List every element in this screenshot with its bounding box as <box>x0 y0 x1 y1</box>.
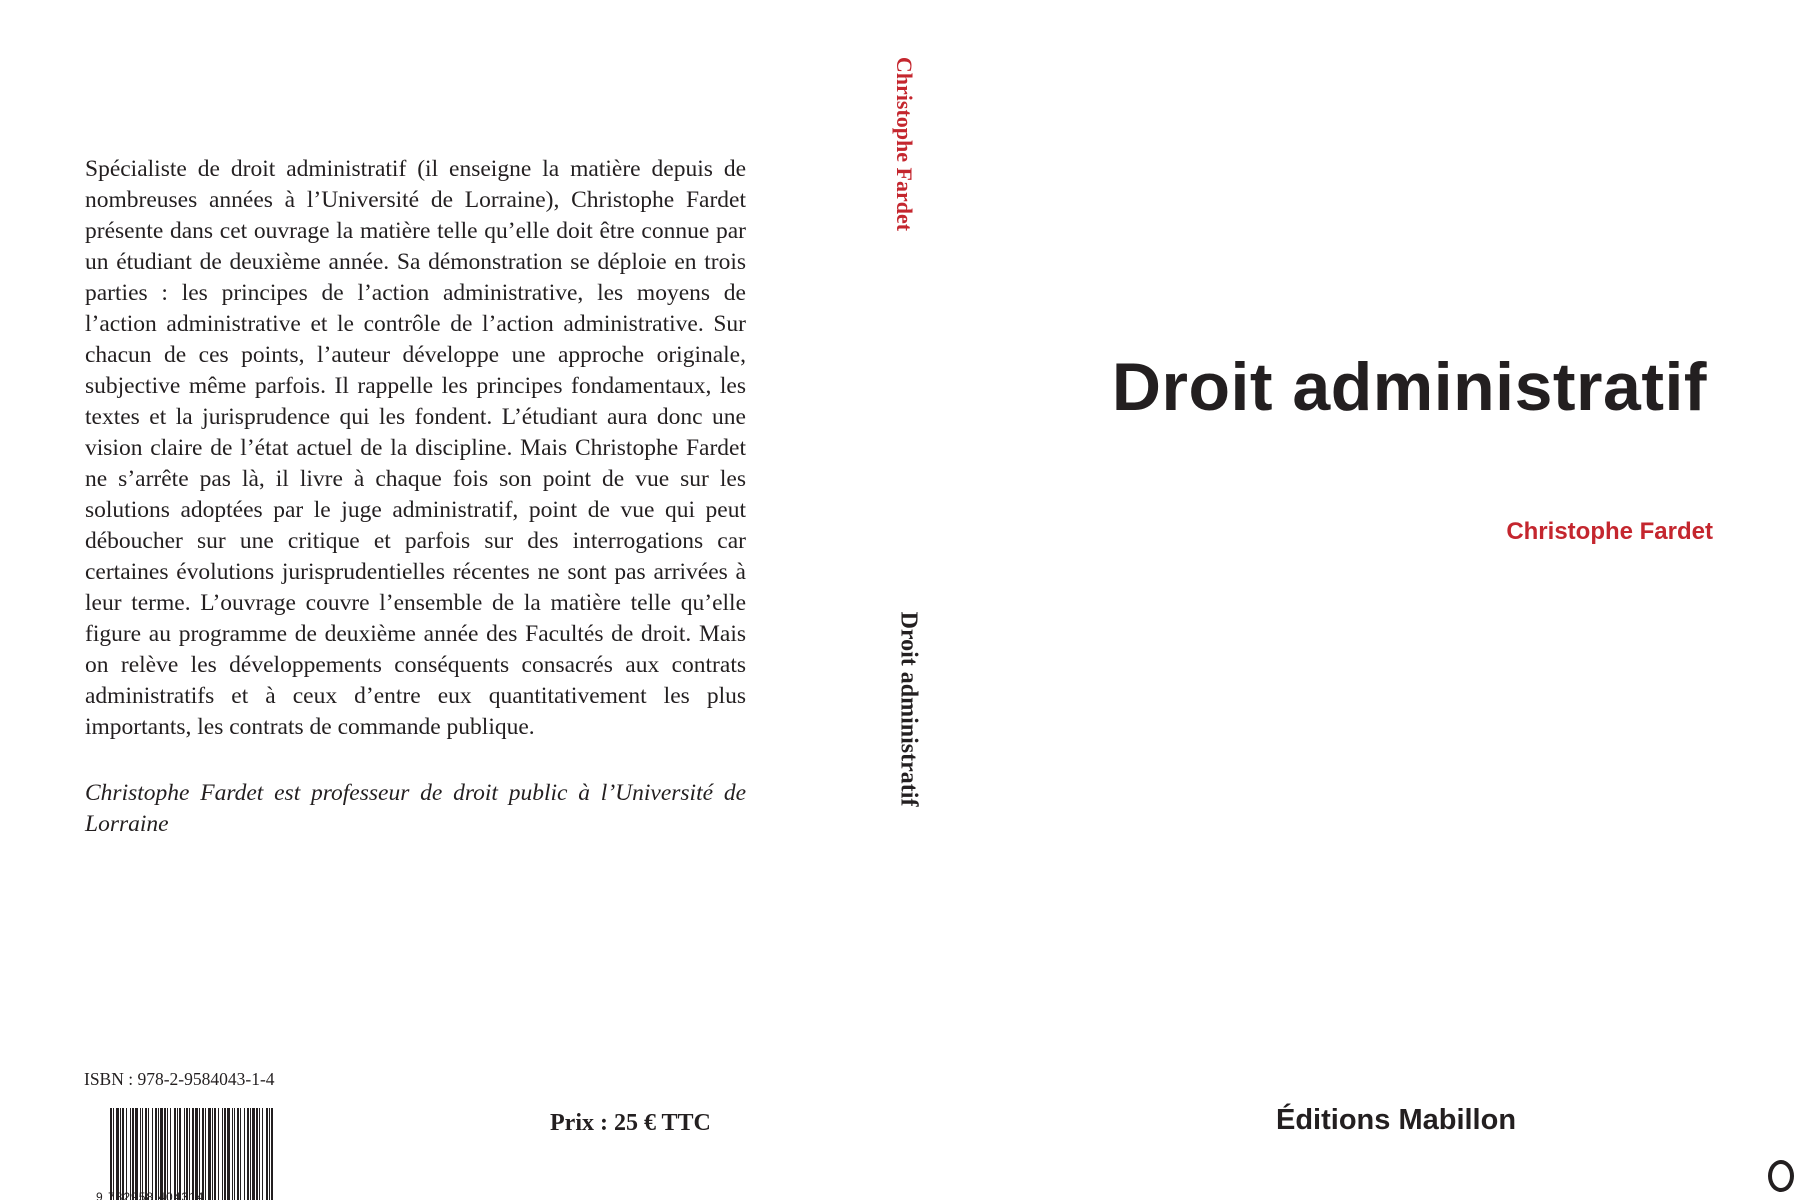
isbn-label: ISBN : 978-2-9584043-1-4 <box>84 1069 275 1089</box>
publisher-logo-icon <box>1768 1160 1794 1192</box>
front-cover-author: Christophe Fardet <box>1506 518 1713 545</box>
author-note: Christophe Fardet est professeur de droit public à l’Université de Lorraine <box>85 780 746 837</box>
barcode-icon <box>108 1108 278 1200</box>
publisher-name: Éditions Mabillon <box>1276 1104 1517 1136</box>
spine-author: Christophe Fardet <box>892 56 917 232</box>
back-cover-blurb: Spécialiste de droit administratif (il enseigne la matière depuis de nombreuses années à l’Université de Lorraine), Christophe Fardet présente dans cet ouvrage la matière telle qu’elle doit être connue par un étudiant de deuxième année. Sa démonstration se déploie en trois parties : les principes de l’action administrative, les moyens de l’action administrative et le contrôle de l’action administrative. Sur chacun de ces points, l’auteur développe une approche originale, subjective même parfois. Il rappelle les principes fondamentaux, les textes et la jurisprudence qui les fondent. L’étudiant aura donc une vision claire de l’état actuel de la discipline. Mais Christophe Fardet ne s’arrête pas là, il livre à chaque fois son point de vue sur les solutions adoptées par le juge administratif, point de vue qui peut déboucher sur une critique et parfois sur des interrogations car certaines évolutions jurisprudentielles récentes ne sont pas arrivées à leur terme. L’ouvrage couvre l’ensemble de la matière telle qu’elle figure au programme de deuxième année des Facultés de droit. Mais on relève les développements conséquents consacrés aux contrats administratifs et à ceux d’entre eux quantitativement les plus importants, les contrats de commande publique. <box>85 156 746 740</box>
price-label: Prix : 25 € TTC <box>550 1110 711 1136</box>
front-cover-title: Droit administratif <box>1111 349 1707 425</box>
spine-title: Droit administratif <box>895 611 922 807</box>
barcode-digits: 9 782958 404314 <box>96 1190 205 1200</box>
